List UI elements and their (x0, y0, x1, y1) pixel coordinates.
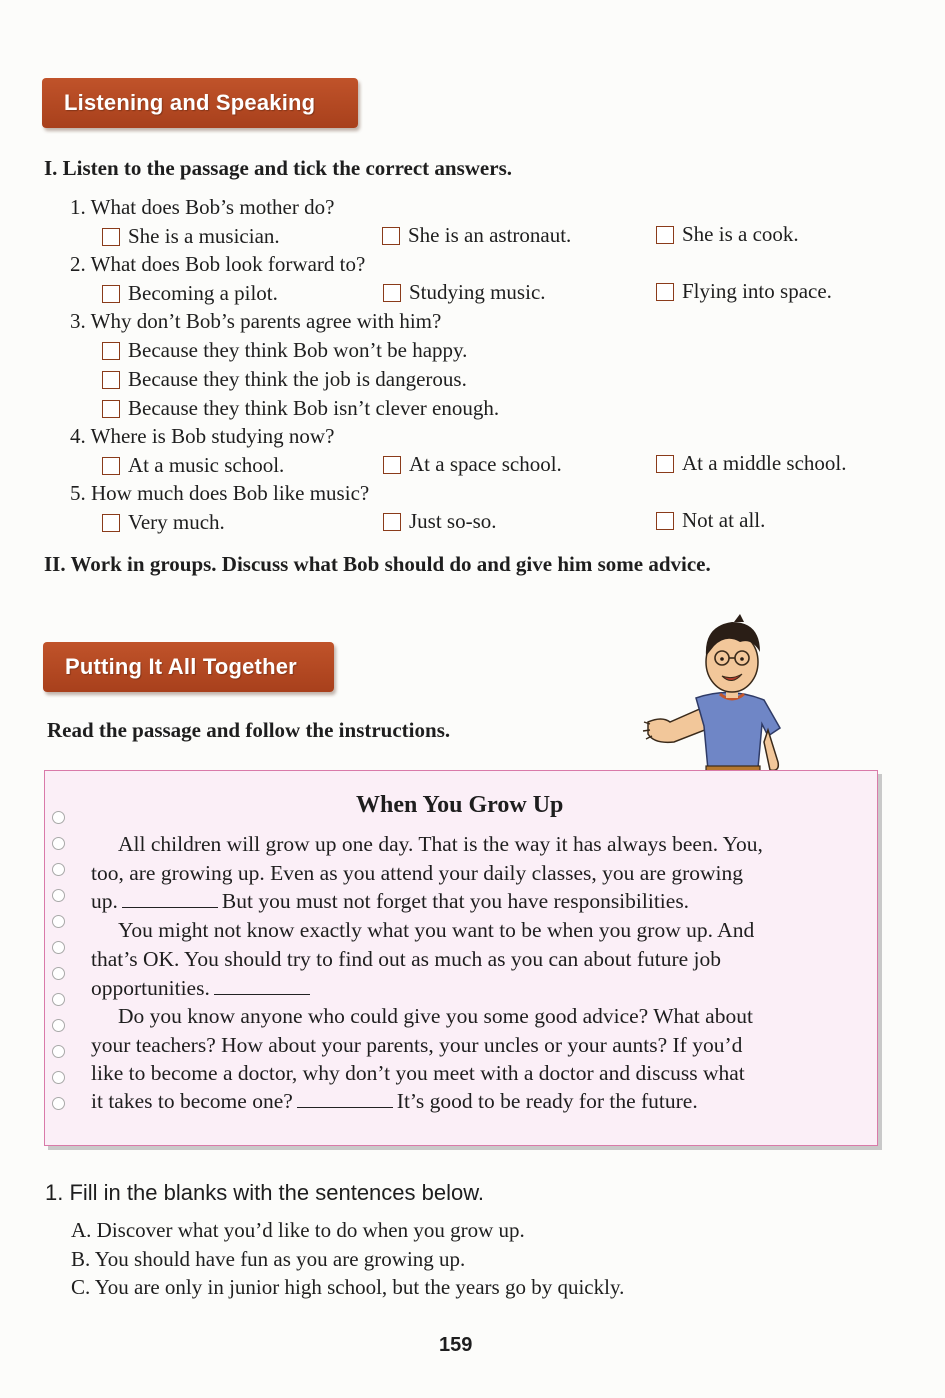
answer-option-b: B. You should have fun as you are growing up. (71, 1247, 466, 1271)
question-5: 5. How much does Bob like music? (70, 481, 370, 505)
option-3b[interactable] (102, 367, 467, 392)
option-label: Very much. (128, 510, 225, 534)
passage-line-with-blank (91, 889, 689, 914)
option-label: At a space school. (409, 452, 562, 476)
option-label: Because they think the job is dangerous. (128, 367, 467, 391)
option-1b[interactable] (382, 223, 571, 248)
passage-line-with-blank (91, 976, 314, 1001)
checkbox-icon[interactable] (102, 228, 120, 246)
checkbox-icon[interactable] (102, 400, 120, 418)
option-label: Not at all. (682, 508, 766, 532)
passage-line: Do you know anyone who could give you some good advice? What about (118, 1004, 753, 1028)
binder-ring-icon (52, 915, 65, 928)
option-3c[interactable] (102, 396, 499, 421)
section-banner-listening: Listening and Speaking (42, 78, 358, 128)
part2-heading: II. Work in groups. Discuss what Bob should do and give him some advice. (44, 552, 711, 576)
passage-line: like to become a doctor, why don’t you meet with a doctor and discuss what (91, 1061, 745, 1085)
exercise-question: 1. Fill in the blanks with the sentences below. (45, 1180, 485, 1205)
passage-text: It’s good to be ready for the future. (396, 1089, 698, 1113)
checkbox-icon[interactable] (102, 285, 120, 303)
passage-instruction: Read the passage and follow the instructions. (47, 718, 451, 742)
option-label: Becoming a pilot. (128, 281, 278, 305)
page-number: 159 (439, 1334, 473, 1356)
answer-blank-2[interactable] (214, 977, 310, 995)
option-2c[interactable] (656, 279, 832, 304)
checkbox-icon[interactable] (102, 514, 120, 532)
option-1c[interactable] (656, 222, 799, 247)
checkbox-icon[interactable] (102, 342, 120, 360)
checkbox-icon[interactable] (383, 513, 401, 531)
answer-blank-1[interactable] (122, 890, 218, 908)
question-3: 3. Why don’t Bob’s parents agree with him? (70, 309, 442, 333)
passage-text: up. (91, 889, 118, 913)
option-5a[interactable] (102, 510, 225, 535)
binder-ring-icon (52, 837, 65, 850)
option-label: Because they think Bob isn’t clever enough. (128, 396, 500, 420)
binder-ring-icon (52, 1019, 65, 1032)
passage-line: You might not know exactly what you want to be when you grow up. And (118, 918, 755, 942)
option-label: Flying into space. (682, 279, 832, 303)
passage-line: your teachers? How about your parents, your uncles or your aunts? If you’d (91, 1033, 743, 1057)
checkbox-icon[interactable] (656, 283, 674, 301)
option-1a[interactable] (102, 224, 280, 249)
answer-option-c: C. You are only in junior high school, but the years go by quickly. (71, 1275, 625, 1299)
passage-line: that’s OK. You should try to find out as much as you can about future job (91, 947, 722, 971)
passage-line-with-blank (91, 1089, 698, 1114)
option-4c[interactable] (656, 451, 846, 476)
option-3a[interactable] (102, 338, 467, 363)
answer-blank-3[interactable] (297, 1090, 393, 1108)
option-label: She is a musician. (128, 224, 280, 248)
option-label: She is a cook. (682, 222, 799, 246)
passage-text: But you must not forget that you have responsibilities. (221, 889, 690, 913)
passage-title: When You Grow Up (356, 792, 564, 818)
checkbox-icon[interactable] (383, 284, 401, 302)
option-2b[interactable] (383, 280, 546, 305)
option-label: At a music school. (128, 453, 285, 477)
checkbox-icon[interactable] (656, 512, 674, 530)
passage-line: too, are growing up. Even as you attend your daily classes, you are growing (91, 861, 744, 885)
checkbox-icon[interactable] (383, 456, 401, 474)
binder-ring-icon (52, 993, 65, 1006)
binder-ring-icon (52, 1071, 65, 1084)
binder-ring-icon (52, 811, 65, 824)
option-label: She is an astronaut. (408, 223, 572, 247)
checkbox-icon[interactable] (102, 457, 120, 475)
option-label: At a middle school. (682, 451, 847, 475)
option-label: Because they think Bob won’t be happy. (128, 338, 468, 362)
checkbox-icon[interactable] (656, 455, 674, 473)
binder-ring-icon (52, 889, 65, 902)
binder-ring-icon (52, 1097, 65, 1110)
option-4b[interactable] (383, 452, 562, 477)
question-2: 2. What does Bob look forward to? (70, 252, 366, 276)
passage-line: All children will grow up one day. That is the way it has always been. You, (118, 832, 763, 856)
passage-text: opportunities. (91, 976, 210, 1000)
checkbox-icon[interactable] (102, 371, 120, 389)
question-4: 4. Where is Bob studying now? (70, 424, 335, 448)
option-2a[interactable] (102, 281, 278, 306)
section-banner-putting-together: Putting It All Together (43, 642, 334, 692)
option-label: Just so-so. (409, 509, 497, 533)
checkbox-icon[interactable] (656, 226, 674, 244)
part1-heading: I. Listen to the passage and tick the correct answers. (44, 156, 512, 180)
binder-ring-icon (52, 941, 65, 954)
binder-ring-icon (52, 863, 65, 876)
binder-ring-icon (52, 967, 65, 980)
option-label: Studying music. (409, 280, 546, 304)
checkbox-icon[interactable] (382, 227, 400, 245)
boy-illustration (640, 612, 790, 778)
option-4a[interactable] (102, 453, 284, 478)
passage-text: it takes to become one? (91, 1089, 293, 1113)
answer-option-a: A. Discover what you’d like to do when you grow up. (71, 1218, 525, 1242)
option-5b[interactable] (383, 509, 497, 534)
question-1: 1. What does Bob’s mother do? (70, 195, 335, 219)
option-5c[interactable] (656, 508, 765, 533)
binder-ring-icon (52, 1045, 65, 1058)
